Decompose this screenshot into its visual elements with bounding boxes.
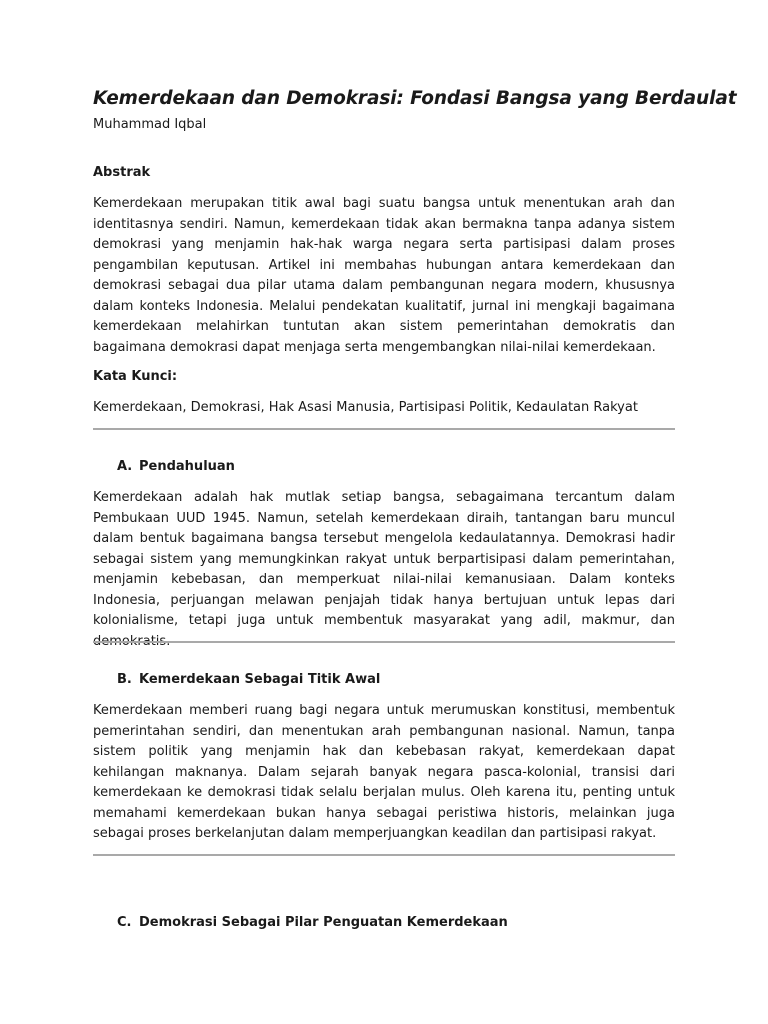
section-heading-titik-awal <box>117 672 380 687</box>
divider <box>93 641 675 643</box>
section-text-titik-awal: Kemerdekaan memberi ruang bagi negara untuk merumuskan konstitusi, membentuk pemerintahan sendiri, dan menentukan arah pembangunan nasional. Namun, tanpa sistem politik yang menjamin hak dan kebebasan rakyat, kemerdekaan dapat kehilangan maknanya. Dalam sejarah banyak negara pasca-kolonial, transisi dari kemerdekaan ke demokrasi tidak selalu berjalan mulus. Oleh karena itu, penting untuk memahami kemerdekaan bukan hanya sebagai peristiwa historis, melainkan juga sebagai proses berkelanjutan dalam memperjuangkan keadilan dan partisipasi rakyat. <box>93 703 675 841</box>
abstract-heading: Abstrak <box>93 165 151 180</box>
section-number: B. <box>117 672 132 687</box>
section-number: A. <box>117 459 133 474</box>
divider <box>93 854 675 856</box>
keywords-text: Kemerdekaan, Demokrasi, Hak Asasi Manusia, Partisipasi Politik, Kedaulatan Rakyat <box>93 400 638 415</box>
section-number: C. <box>117 915 132 930</box>
paper-title: Kemerdekaan dan Demokrasi: Fondasi Bangsa yang Berdaulat <box>93 88 737 109</box>
author-name: Muhammad Iqbal <box>93 117 207 132</box>
section-heading-pendahuluan <box>117 459 235 474</box>
divider <box>93 428 675 430</box>
section-title: Pendahuluan <box>139 459 235 474</box>
section-heading-pilar <box>117 915 508 930</box>
abstract-text: Kemerdekaan merupakan titik awal bagi suatu bangsa untuk menentukan arah dan identitasnya sendiri. Namun, kemerdekaan tidak akan bermakna tanpa adanya sistem demokrasi yang menjamin hak-hak warga negara serta partisipasi dalam proses pengambilan keputusan. Artikel ini membahas hubungan antara kemerdekaan dan demokrasi sebagai dua pilar utama dalam pembangunan negara modern, khususnya dalam konteks Indonesia. Melalui pendekatan kualitatif, jurnal ini mengkaji bagaimana kemerdekaan melahirkan tuntutan akan sistem pemerintahan demokratis dan bagaimana demokrasi dapat menjaga serta mengembangkan nilai-nilai kemerdekaan. <box>93 196 675 355</box>
section-title: Kemerdekaan Sebagai Titik Awal <box>139 672 381 687</box>
section-text-pendahuluan: Kemerdekaan adalah hak mutlak setiap bangsa, sebagaimana tercantum dalam Pembukaan UUD 1945. Namun, setelah kemerdekaan diraih, tantangan baru muncul dalam bentuk bagaimana bangsa tersebut mengelola kedaulatannya. Demokrasi hadir sebagai sistem yang memungkinkan rakyat untuk berpartisipasi dalam pemerintahan, menjamin kebebasan, dan memperkuat nilai-nilai kemanusiaan. Dalam konteks Indonesia, perjuangan melawan penjajah tidak hanya bertujuan untuk lepas dari kolonialisme, tetapi juga untuk membentuk masyarakat yang adil, makmur, dan demokratis. <box>93 490 675 649</box>
keywords-heading: Kata Kunci: <box>93 369 178 384</box>
section-title: Demokrasi Sebagai Pilar Penguatan Kemerdekaan <box>139 915 508 930</box>
